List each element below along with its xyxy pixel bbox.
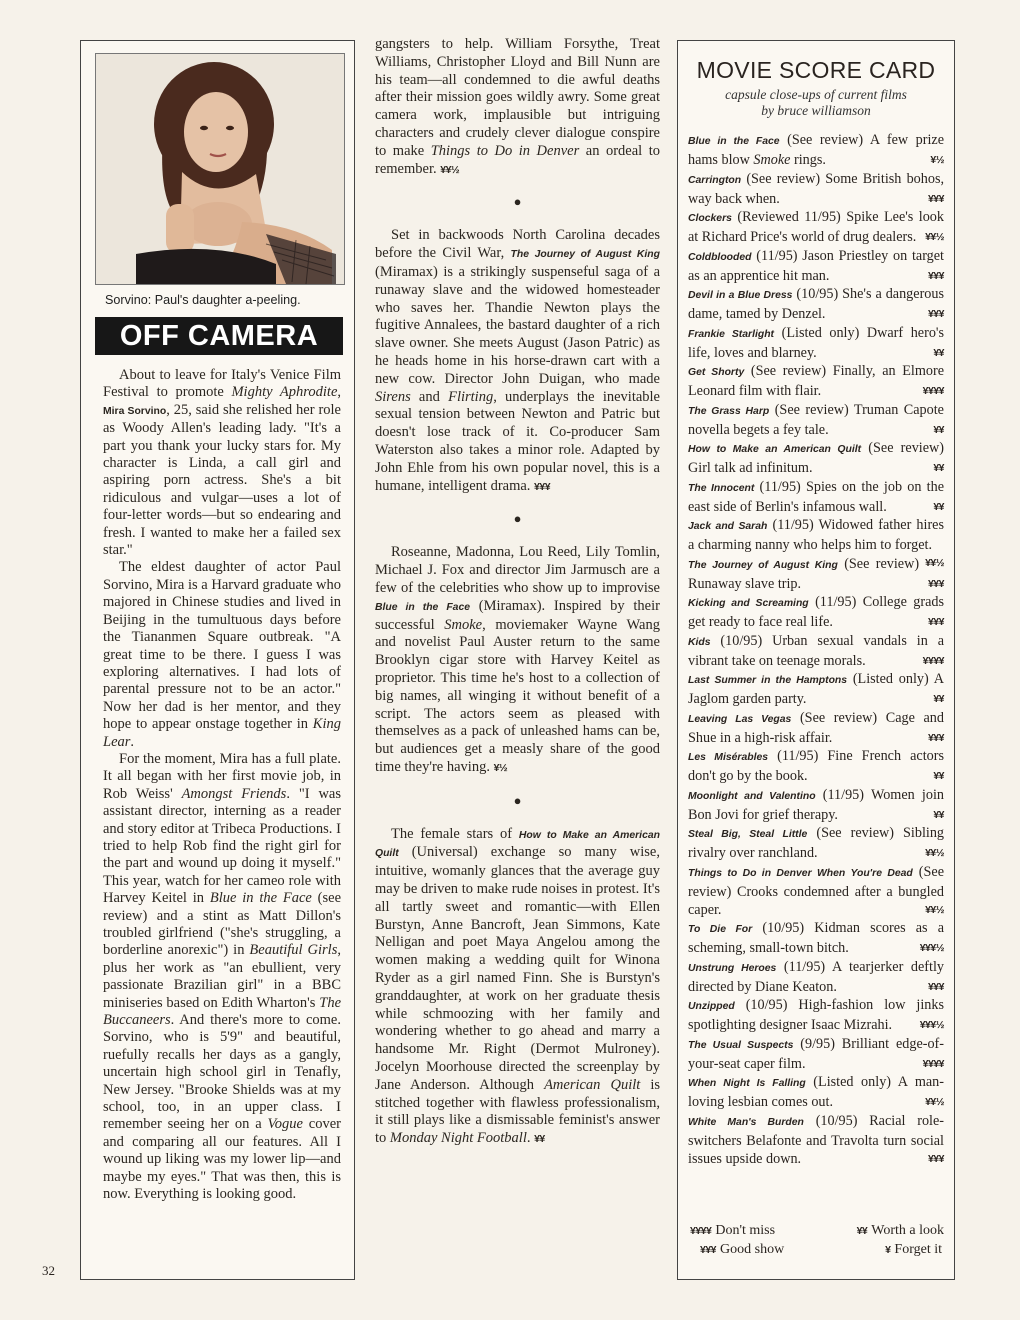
entry-title: Steal Big, Steal Little bbox=[688, 829, 808, 840]
rating-icon: ¥¥ bbox=[933, 462, 944, 474]
score-card-entry bbox=[688, 786, 944, 824]
entry-title: Last Summer in the Hamptons bbox=[688, 675, 848, 686]
legend-item: ¥¥ Worth a look bbox=[856, 1223, 944, 1238]
section-dot-icon: ● bbox=[513, 511, 522, 527]
rating-icon: ¥¥½ bbox=[925, 903, 944, 916]
score-card-entry bbox=[688, 863, 944, 919]
page-number: 32 bbox=[42, 1263, 55, 1278]
score-card-entry bbox=[688, 824, 944, 862]
entry-title: When Night Is Falling bbox=[688, 1078, 806, 1089]
article-paragraph: About to leave for Italy's Venice Film Festival to promote Mighty Aphrodite, Mira Sorvino, 25, said she relished her role as Woody Allen's leading lady. "It's a part you thank your lucky stars for. My character is Linda, a call girl and aspiring porn actress. She's a bit ridiculous and vulgar—uses a lot of four-letter words—but so endearing and fresh. I wanted to make her a failed sex star." bbox=[103, 367, 342, 559]
off-camera-article bbox=[103, 367, 341, 1204]
score-card-subtitle: capsule close-ups of current films bbox=[725, 87, 907, 102]
score-card-entry bbox=[688, 709, 944, 747]
rating-icon: ¥¥¥ bbox=[927, 577, 944, 590]
entry-title: Frankie Starlight bbox=[688, 328, 775, 340]
entry-note-italic: Smoke bbox=[753, 152, 791, 168]
entry-title: Moonlight and Valentino bbox=[688, 790, 816, 802]
rating-icon: ¥ bbox=[885, 1244, 891, 1256]
photo-caption: Sorvino: Paul's daughter a-peeling. bbox=[105, 293, 301, 307]
rating-icon: ¥¥ bbox=[933, 500, 944, 513]
score-card-entry bbox=[688, 247, 944, 285]
entry-title: Les Misérables bbox=[688, 752, 769, 763]
entry-title: Kicking and Screaming bbox=[688, 598, 809, 609]
entry-title: Kids bbox=[688, 636, 711, 648]
rating-icon: ¥¥¥½ bbox=[919, 942, 944, 954]
rating-icon: ¥¥¥ bbox=[927, 616, 944, 628]
rating-icon: ¥¥½ bbox=[925, 847, 944, 859]
rating-icon: ¥¥¥ bbox=[927, 192, 944, 205]
portrait-illustration bbox=[96, 54, 344, 284]
entry-note: (See review) Cage and Shue in a high-risk affair. bbox=[688, 709, 944, 746]
rating-icon: ¥¥ bbox=[534, 1133, 545, 1146]
entry-note: (See review) A few prize hams blow bbox=[688, 132, 944, 168]
entry-title: Blue in the Face bbox=[688, 136, 780, 147]
entry-title: Unzipped bbox=[688, 1001, 735, 1012]
rating-icon: ¥¥¥ bbox=[927, 269, 944, 282]
entry-title: The Journey of August King bbox=[688, 559, 838, 571]
entry-title: To Die For bbox=[688, 924, 753, 935]
rating-icon: ¥¥¥½ bbox=[919, 1019, 944, 1031]
off-camera-column bbox=[80, 40, 355, 1280]
movie-score-card bbox=[677, 40, 955, 1280]
score-card-entry bbox=[688, 439, 944, 477]
score-card-entry bbox=[688, 208, 944, 246]
entry-note: (11/95) A tearjerker deftly directed by Diane Keaton. bbox=[688, 958, 944, 995]
rating-icon: ¥¥½ bbox=[925, 231, 944, 243]
off-camera-banner: OFF CAMERA bbox=[95, 317, 343, 355]
rating-icon: ¥¥ bbox=[933, 770, 944, 782]
entry-note: (See review) Crooks condemned after a bungled caper. bbox=[688, 863, 945, 918]
entry-note: (See review) Finally, an Elmore Leonard film with flair. bbox=[688, 363, 945, 399]
score-card-entry bbox=[688, 670, 944, 708]
score-card-entry bbox=[688, 919, 944, 957]
rating-icon: ¥¥¥ bbox=[927, 308, 944, 320]
review-paragraph: Set in backwoods North Carolina decades before the Civil War, The Journey of August King (Miramax) is a strikingly suspenseful saga of a runaway slave and the widowed homesteader who saves her. Thandie Newton plays the fugitive Annalees, the bastard daughter of a rich slave owner. She meets August (Jason Patric) as he heads home in his horse-drawn cart with a new cow. Director John Duigan, who made Sirens and Flirting, underplays the inevitable sexual tension between Newton and Patric but doesn't lose track of it. Co-producer Sam Waterston also takes a minor role. Adapted by John Ehle from his own popular novel, this is a humane, intelligent drama. ¥¥¥ bbox=[375, 227, 660, 494]
entry-note: (10/95) She's a dangerous dame, tamed by Denzel. bbox=[688, 286, 945, 322]
sorvino-photo bbox=[95, 53, 345, 285]
article-paragraph: The eldest daughter of actor Paul Sorvino, Mira is a Harvard graduate who majored in Chinese studies and lived in Beijing in the tumultuous days before the Tiananmen Square outbreak. "A great time to be there. I guess I was exploring alternatives. I had lots of parental pressure not to be an actor." Now her dad is her mentor, and they hope to appear onstage together in King Lear. bbox=[103, 559, 341, 750]
rating-icon: ¥¥¥¥ bbox=[690, 1225, 712, 1237]
entry-note: (9/95) Brilliant edge-of-your-seat caper film. bbox=[688, 1035, 945, 1072]
entry-title: Clockers bbox=[688, 213, 732, 224]
rating-icon: ¥¥ bbox=[933, 346, 944, 359]
entry-note: (10/95) Kidman scores as a scheming, small-town bitch. bbox=[688, 920, 945, 956]
rating-icon: ¥¥ bbox=[933, 693, 944, 705]
score-card-title: MOVIE SCORE CARD bbox=[696, 57, 936, 83]
entry-title: White Man's Burden bbox=[688, 1116, 804, 1128]
entry-note: (10/95) Racial role-switchers Belafonte and Travolta turn social issues upside down. bbox=[688, 1112, 945, 1167]
entry-note: (See review) Some British bohos, way back when. bbox=[688, 170, 945, 207]
score-card-entry bbox=[688, 1112, 944, 1168]
score-card-entry bbox=[688, 593, 944, 631]
entry-note: (Listed only) A Jaglom garden party. bbox=[688, 671, 944, 707]
rating-icon: ¥¥¥ bbox=[534, 480, 551, 493]
entry-note-end: rings. bbox=[790, 152, 826, 168]
entry-note: (11/95) Fine French actors don't go by the book. bbox=[688, 748, 945, 784]
legend-item: ¥¥¥¥ Don't miss bbox=[690, 1223, 776, 1238]
entry-note: (10/95) High-fashion low jinks spotlighting designer Isaac Mizrahi. bbox=[688, 997, 944, 1033]
rating-icon: ¥¥¥ bbox=[927, 1152, 944, 1165]
rating-icon: ¥¥½ bbox=[440, 163, 460, 176]
entry-note: (See review) Runaway slave trip. bbox=[688, 555, 920, 592]
score-card-entry bbox=[688, 478, 944, 516]
entry-title: The Grass Harp bbox=[688, 405, 770, 417]
review-paragraph: The female stars of How to Make an American Quilt (Universal) exchange so many wise, intuitive, womanly glances that the average guy may be driven to make rude noises in protest. It's all tartly sweet and romantic—with Ellen Burstyn, Anne Bancroft, Jean Simmons, Kate Nelligan and poet Maya Angelou among the women making a wedding quilt for Winona Ryder as a girl named Finn. She is Burstyn's granddaughter, at work on her graduate thesis while schmoozing with her family and wondering whether to go ahead and marry a handsome Mr. Right (Dermot Mulroney). Jocelyn Moorhouse directed the screenplay by Jane Anderson. Although American Quilt is stitched together with flawless professionalism, it still plays like a dismissable feminist's answer to Monday Night Football. ¥¥ bbox=[375, 825, 660, 1147]
entry-note: (See review) Girl talk ad infinitum. bbox=[688, 440, 944, 476]
score-card-entry bbox=[688, 401, 944, 439]
rating-icon: ¥¥¥ bbox=[700, 1244, 717, 1256]
entry-note: (11/95) Women join Bon Jovi for grief therapy. bbox=[688, 786, 944, 823]
article-paragraph: For the moment, Mira has a full plate. It all began with her first movie job, in Rob Weiss' Amongst Friends. "I was assistant director, interning as a reader and story editor at Tribeca Productions. I tried to help Rob find the right girl for the part and wound up doing it myself." This year, watch for her cameo role with Harvey Keitel in Blue in the Face (see review) and a stint as Matt Dillon's troubled girlfriend ("she's struggling, a borderline anorexic") in Beautiful Girls, plus her work as "an ebullient, very passionate Brazilian girl" in a BBC miniseries based on Edith Wharton's The Buccaneers. And there's more to come. Sorvino, who is 5'9" and beautiful, ruefully recalls her days as a gangly, uncertain high school girl in Tenafly, New Jersey. "Brooke Shields was at my school, too, in an upper class. I remember seeing her on a Vogue cover and comparing all our features. All I wound up liking was my lower lip—and maybe my eyes." That was then, this is now. Everything is looking good. bbox=[103, 750, 342, 1203]
entry-title: Carrington bbox=[688, 174, 742, 186]
score-card-entry bbox=[688, 131, 944, 169]
section-dot-icon: ● bbox=[513, 792, 522, 808]
section-dot-icon: ● bbox=[513, 194, 522, 210]
rating-icon: ¥½ bbox=[930, 154, 944, 166]
entry-title: The Innocent bbox=[688, 482, 755, 494]
score-card-entry bbox=[688, 1035, 944, 1073]
entry-note: (11/95) Spies on the job on the east side of Berlin's infamous wall. bbox=[688, 478, 945, 515]
entry-title: Things to Do in Denver When You're Dead bbox=[688, 867, 913, 879]
rating-icon: ¥¥¥ bbox=[927, 731, 944, 744]
legend-item: ¥¥¥ Good show bbox=[700, 1242, 785, 1257]
score-card-entry bbox=[688, 324, 944, 362]
entry-title: Unstrung Heroes bbox=[688, 962, 777, 974]
score-card-entry bbox=[688, 996, 944, 1034]
entry-note: (Listed only) Dwarf hero's life, loves and blarney. bbox=[688, 324, 944, 361]
entry-title: Devil in a Blue Dress bbox=[688, 290, 793, 301]
rating-icon: ¥¥¥¥ bbox=[922, 654, 944, 667]
entry-note: (11/95) College grads get ready to face real life. bbox=[688, 594, 945, 630]
entry-note: (10/95) Urban sexual vandals in a vibrant take on teenage morals. bbox=[688, 632, 944, 669]
rating-icon: ¥¥¥¥ bbox=[922, 1057, 944, 1070]
reviews-column bbox=[375, 36, 660, 1286]
entry-note: (11/95) Jason Priestley on target as an apprentice hit man. bbox=[688, 247, 944, 284]
entry-note: (11/95) Widowed father hires a charming nanny who helps him to forget. bbox=[688, 517, 945, 553]
entry-title: Coldblooded bbox=[688, 251, 752, 263]
entry-title: How to Make an American Quilt bbox=[688, 444, 862, 455]
rating-icon: ¥¥½ bbox=[925, 1096, 944, 1108]
rating-icon: ¥¥ bbox=[933, 808, 944, 821]
entry-note: (Listed only) A man-loving lesbian comes out. bbox=[688, 1074, 944, 1110]
rating-icon: ¥¥¥¥ bbox=[922, 385, 944, 397]
entry-note: (See review) Sibling rivalry over ranchland. bbox=[688, 825, 945, 861]
rating-icon: ¥½ bbox=[493, 761, 508, 774]
score-card-entry bbox=[688, 362, 944, 400]
entry-note: (Reviewed 11/95) Spike Lee's look at Richard Price's world of drug dealers. bbox=[688, 209, 944, 245]
score-card-entry bbox=[688, 747, 944, 785]
rating-icon: ¥¥ bbox=[856, 1225, 868, 1237]
rating-icon: ¥¥¥ bbox=[927, 980, 944, 993]
rating-icon: ¥¥ bbox=[933, 423, 944, 436]
entry-title: Jack and Sarah bbox=[688, 521, 768, 532]
review-paragraph: gangsters to help. William Forsythe, Treat Williams, Christopher Lloyd and Bill Nunn are his team—all condemned to die awful deaths after their mission goes wildly awry. Some great camera work, implausible but intriguing characters and crudely clever dialogue conspire to make Things to Do in Denver an ordeal to remember. ¥¥½ bbox=[375, 36, 660, 177]
score-card-entry bbox=[688, 555, 944, 593]
legend-item: ¥ Forget it bbox=[885, 1242, 942, 1257]
score-card-entry bbox=[688, 170, 944, 208]
score-card-entry bbox=[688, 285, 944, 323]
entry-title: Leaving Las Vegas bbox=[688, 713, 792, 725]
review-paragraph: Roseanne, Madonna, Lou Reed, Lily Tomlin, Michael J. Fox and director Jim Jarmusch are a few of the celebrities who show up to improvise Blue in the Face (Miramax). Inspired by their successful Smoke, moviemaker Wayne Wang and novelist Paul Auster return to the same Brooklyn cigar store with Harvey Keitel as proprietor. This time he's host to a collection of big names, all winging it without benefit of a script. The actors seem as pleased with themselves as a pack of unleashed hams can be, but audiences get a measly share of the good time they're having. ¥½ bbox=[375, 544, 660, 775]
entry-title: Get Shorty bbox=[688, 367, 745, 378]
score-card-byline: by bruce williamson bbox=[761, 103, 871, 118]
score-card-entry bbox=[688, 1073, 944, 1111]
score-card-entry bbox=[688, 958, 944, 996]
entry-title: The Usual Suspects bbox=[688, 1039, 794, 1051]
rating-icon: ¥¥½ bbox=[925, 557, 944, 569]
entry-note: (See review) Truman Capote novella begets a fey tale. bbox=[688, 401, 944, 438]
score-card-list bbox=[688, 131, 944, 1168]
score-card-entry bbox=[688, 632, 944, 670]
